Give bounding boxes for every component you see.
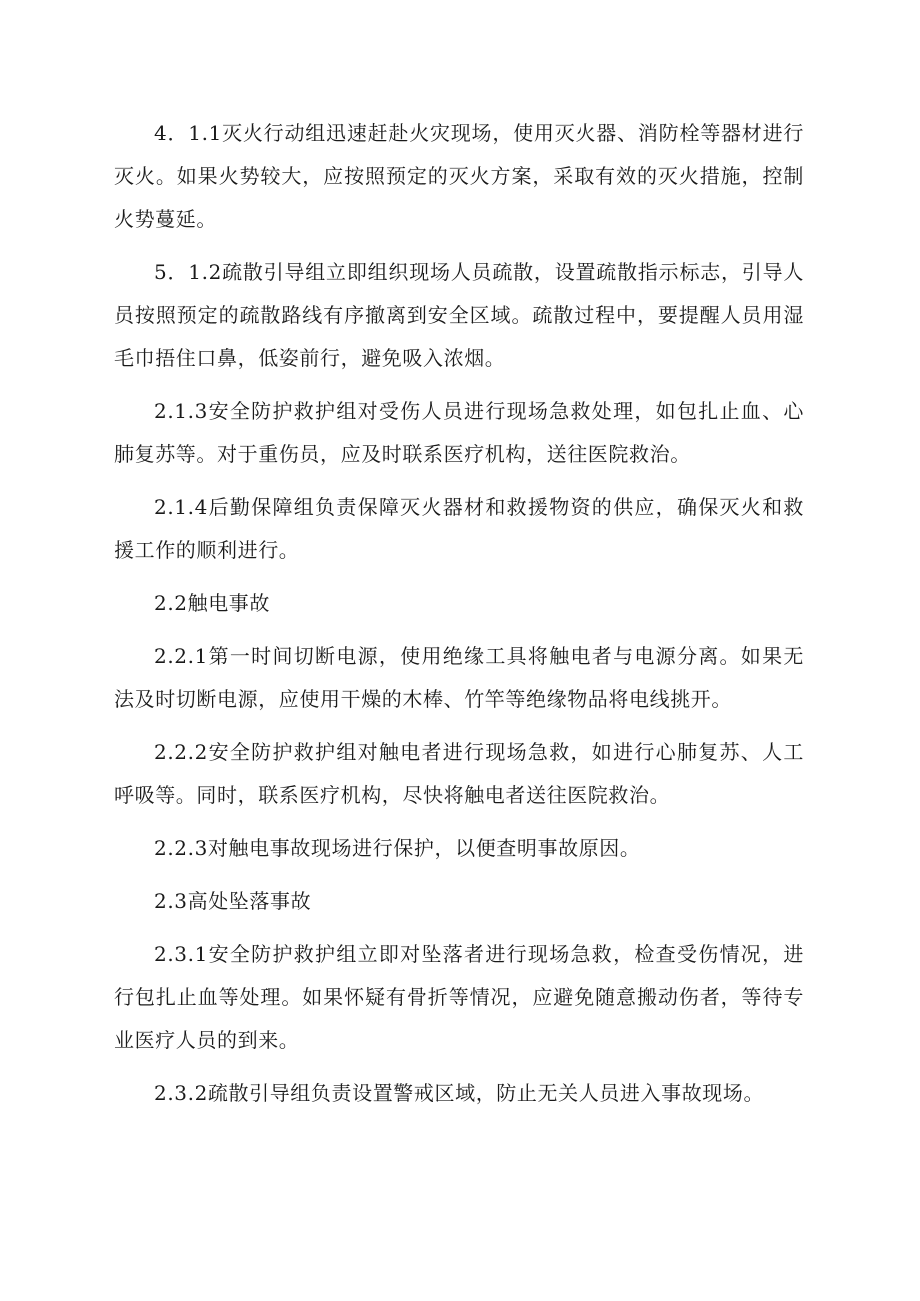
paragraph-2-3-1: 2.3.1安全防护救护组立即对坠落者进行现场急救，检查受伤情况，进行包扎止血等处理。如果怀疑有骨折等情况，应避免随意搬动伤者，等待专业医疗人员的到来。 — [114, 942, 804, 1052]
paragraph-2-2-3: 2.2.3对触电事故现场进行保护，以便查明事故原因。 — [154, 836, 641, 860]
paragraph-2-2-1: 2.2.1第一时间切断电源，使用绝缘工具将触电者与电源分离。如果无法及时切断电源，应使用干燥的木棒、竹竿等绝缘物品将电线挑开。 — [114, 644, 804, 711]
paragraph-5-1-2: 5．1.2疏散引导组立即组织现场人员疏散，设置疏散指示标志，引导人员按照预定的疏散路线有序撤离到安全区域。疏散过程中，要提醒人员用湿毛巾捂住口鼻，低姿前行，避免吸入浓烟。 — [114, 260, 804, 370]
paragraph-2-3-2: 2.3.2疏散引导组负责设置警戒区域，防止无关人员进入事故现场。 — [154, 1081, 765, 1105]
paragraph-2-1-4: 2.1.4后勤保障组负责保障灭火器材和救援物资的供应，确保灭火和救援工作的顺利进行。 — [114, 495, 804, 562]
paragraph-4-1-1: 4．1.1灭火行动组迅速赶赴火灾现场，使用灭火器、消防栓等器材进行灭火。如果火势较大，应按照预定的灭火方案，采取有效的灭火措施，控制火势蔓延。 — [114, 121, 804, 231]
section-heading-2-2: 2.2触电事故 — [154, 591, 271, 615]
paragraph-2-2-2: 2.2.2安全防护救护组对触电者进行现场急救，如进行心肺复苏、人工呼吸等。同时，联系医疗机构，尽快将触电者送往医院救治。 — [114, 740, 804, 807]
section-heading-2-3: 2.3高处坠落事故 — [154, 889, 312, 913]
document-body — [114, 112, 804, 1125]
paragraph-2-1-3: 2.1.3安全防护救护组对受伤人员进行现场急救处理，如包扎止血、心肺复苏等。对于重伤员，应及时联系医疗机构，送往医院救治。 — [114, 399, 804, 466]
